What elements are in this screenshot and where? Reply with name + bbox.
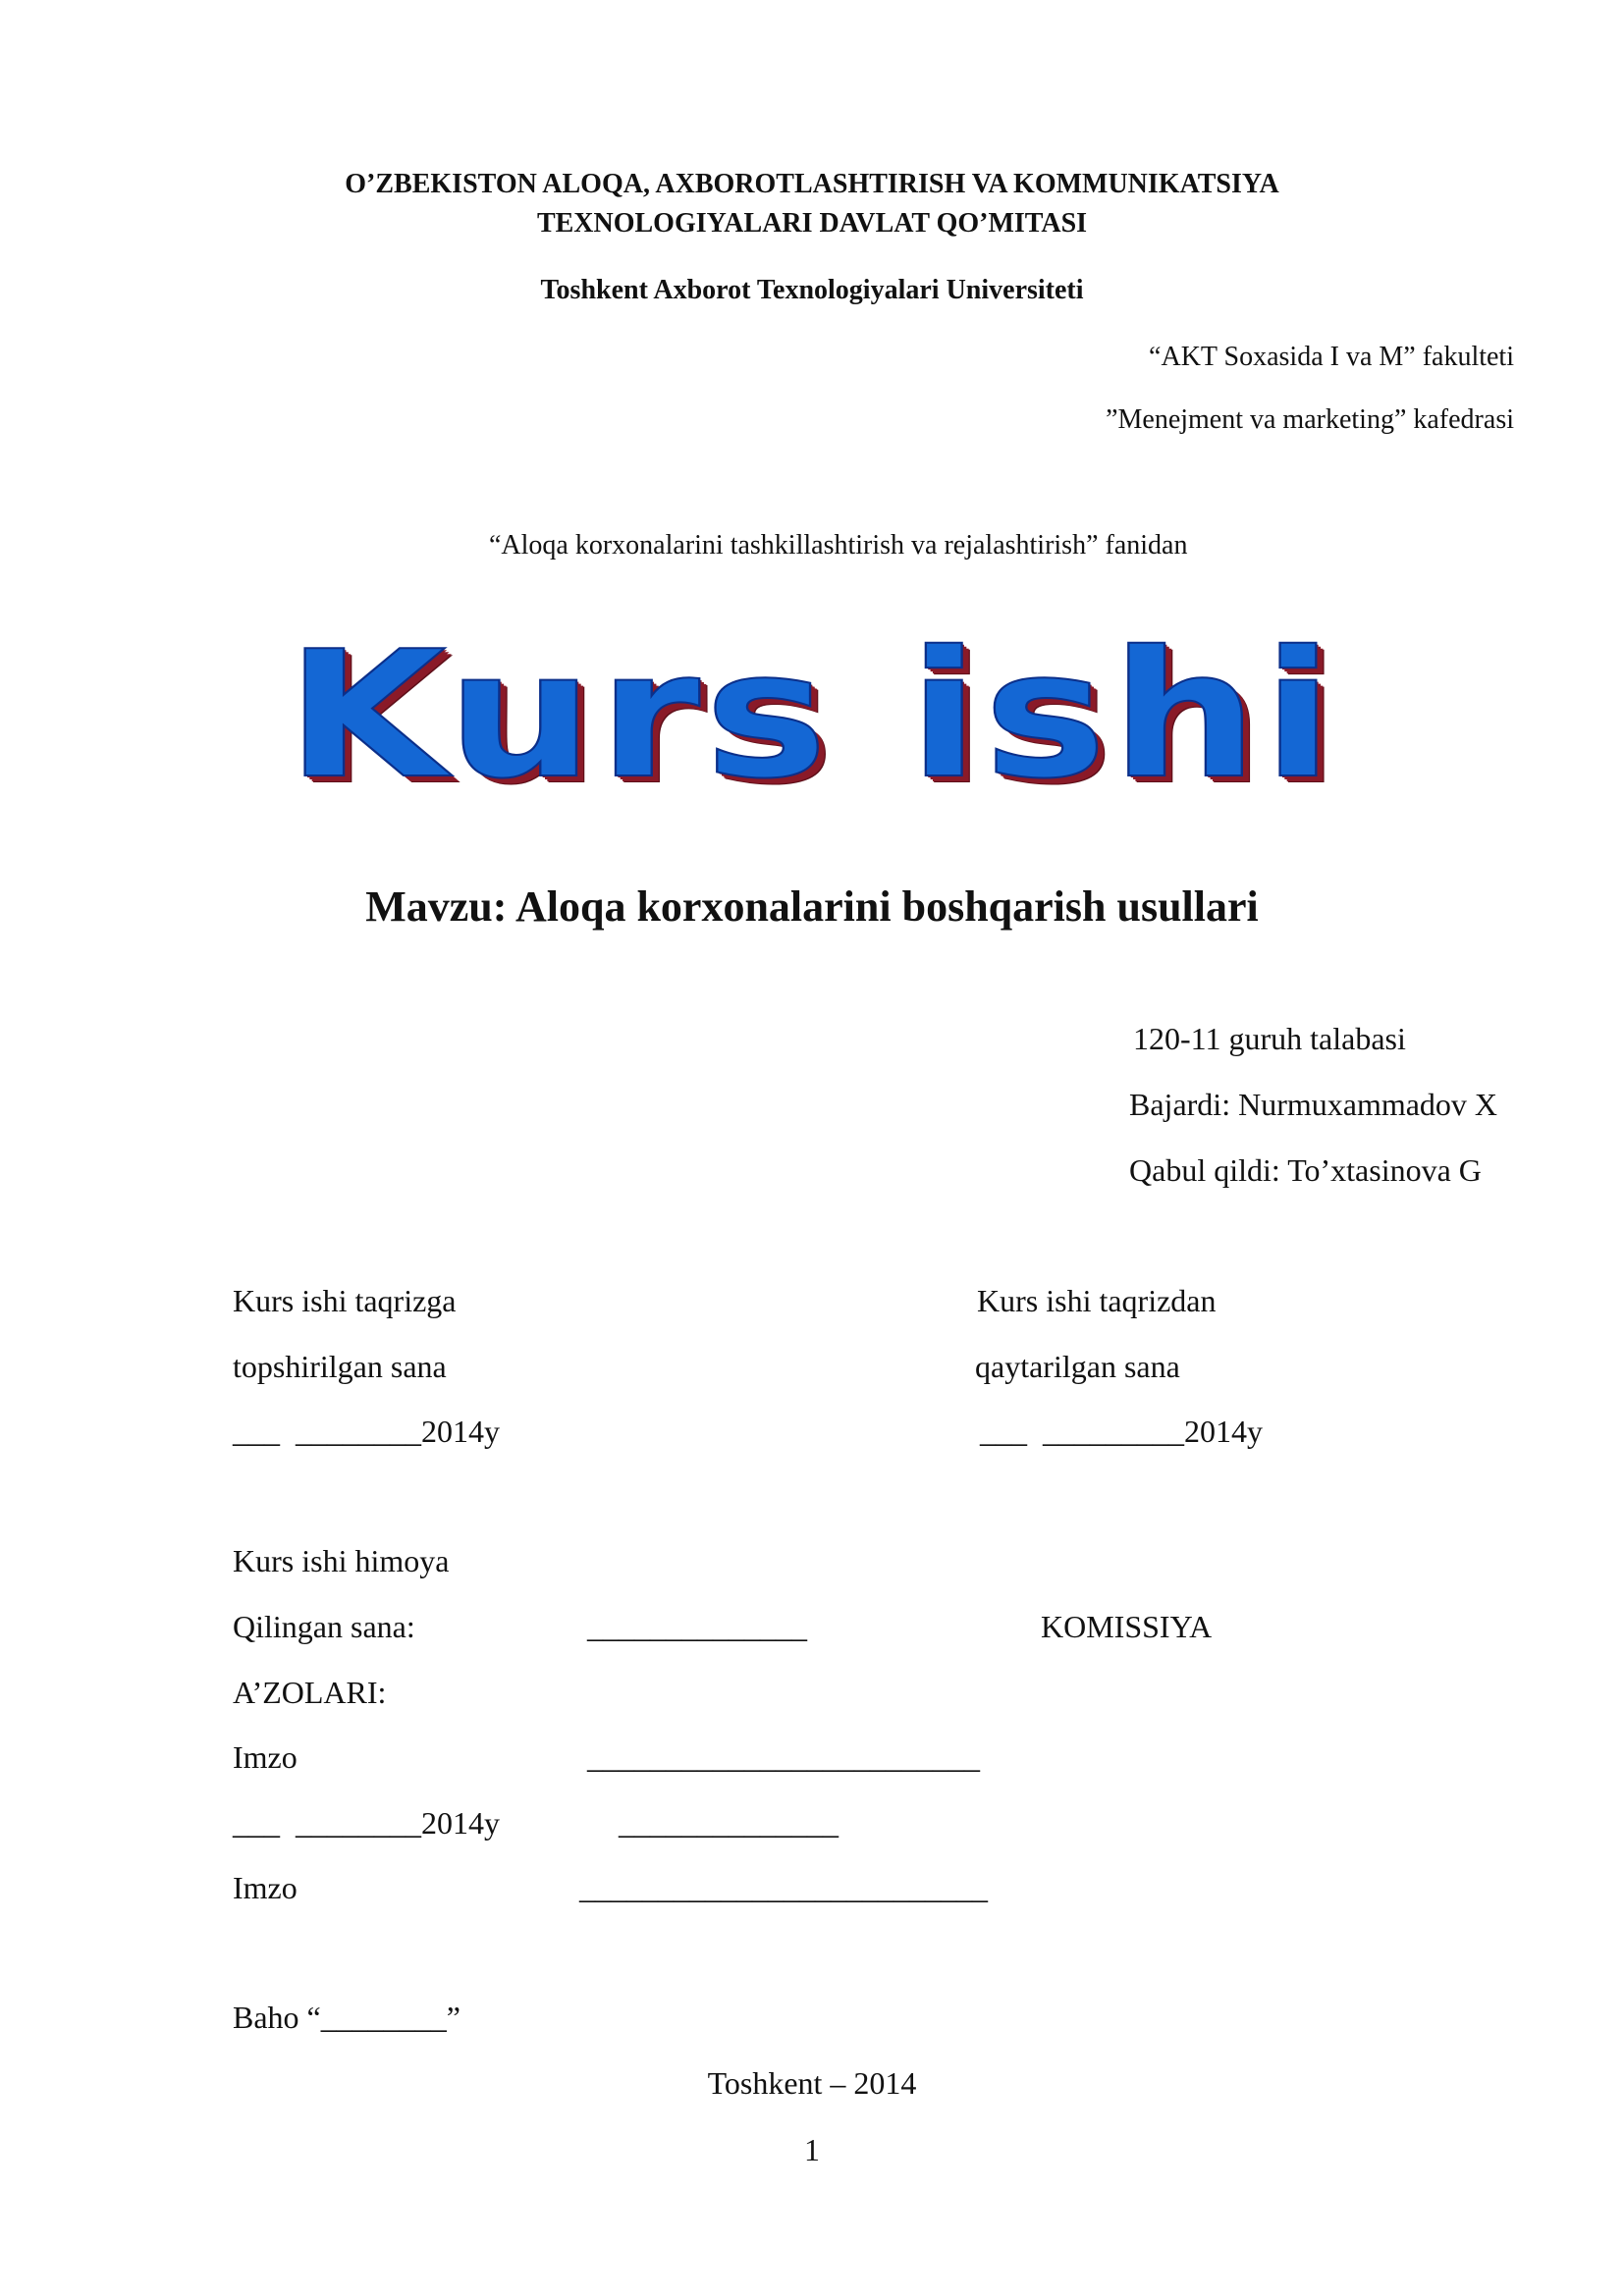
performed-by: Bajardi: Nurmuxammadov X [1129, 1087, 1498, 1122]
university-name: Toshkent Axborot Texnologiyalari Universiteti [540, 275, 1084, 305]
defense-date-2: ___ ________2014y [233, 1805, 500, 1841]
course-work-title [0, 614, 1624, 817]
ministry-line-1: O’ZBEKISTON ALOQA, AXBOROTLASHTIRISH VA KOMMUNIKATSIYA [345, 169, 1279, 199]
defense-line1: Kurs ishi himoya [233, 1543, 450, 1578]
accepted-by: Qabul qildi: To’xtasinova G [1129, 1152, 1482, 1188]
review-returned-line1: Kurs ishi taqrizdan [977, 1283, 1217, 1318]
review-returned-line2: qaytarilgan sana [975, 1349, 1180, 1384]
commission-members-label: A’ZOLARI: [233, 1675, 387, 1710]
signature-2-blank: __________________________ [579, 1870, 988, 1905]
student-group: 120-11 guruh talabasi [1133, 1021, 1406, 1056]
review-submitted-line1: Kurs ishi taqrizga [233, 1283, 457, 1318]
defense-date-label: Qilingan sana: [233, 1609, 415, 1644]
signature-2-label: Imzo [233, 1870, 298, 1905]
review-submitted-line2: topshirilgan sana [233, 1349, 447, 1384]
ministry-line-2: TEXNOLOGIYALARI DAVLAT QO’MITASI [536, 208, 1088, 239]
department-name: ”Menejment va marketing” kafedrasi [1106, 404, 1514, 435]
page-number: 1 [804, 2132, 820, 2167]
defense-date-blank: ______________ [587, 1609, 807, 1644]
topic-heading: Mavzu: Aloqa korxonalarini boshqarish usullari [365, 882, 1259, 931]
review-returned-date: ___ _________2014y [980, 1414, 1263, 1449]
defense-date-2-blank: ______________ [619, 1805, 839, 1841]
subject-line: “Aloqa korxonalarini tashkillashtirish va rejalashtirish” fanidan [489, 530, 1188, 561]
review-submitted-date: ___ ________2014y [233, 1414, 500, 1449]
faculty-name: “AKT Soxasida I va M” fakulteti [1149, 342, 1514, 372]
grade-line: Baho “________” [233, 2000, 460, 2035]
city-year: Toshkent – 2014 [707, 2065, 917, 2101]
signature-1-label: Imzo [233, 1739, 298, 1775]
commission-label: KOMISSIYA [1041, 1609, 1213, 1644]
course-work-title-text: Kurs ishi [286, 614, 1338, 817]
signature-1-blank: _________________________ [587, 1739, 980, 1775]
